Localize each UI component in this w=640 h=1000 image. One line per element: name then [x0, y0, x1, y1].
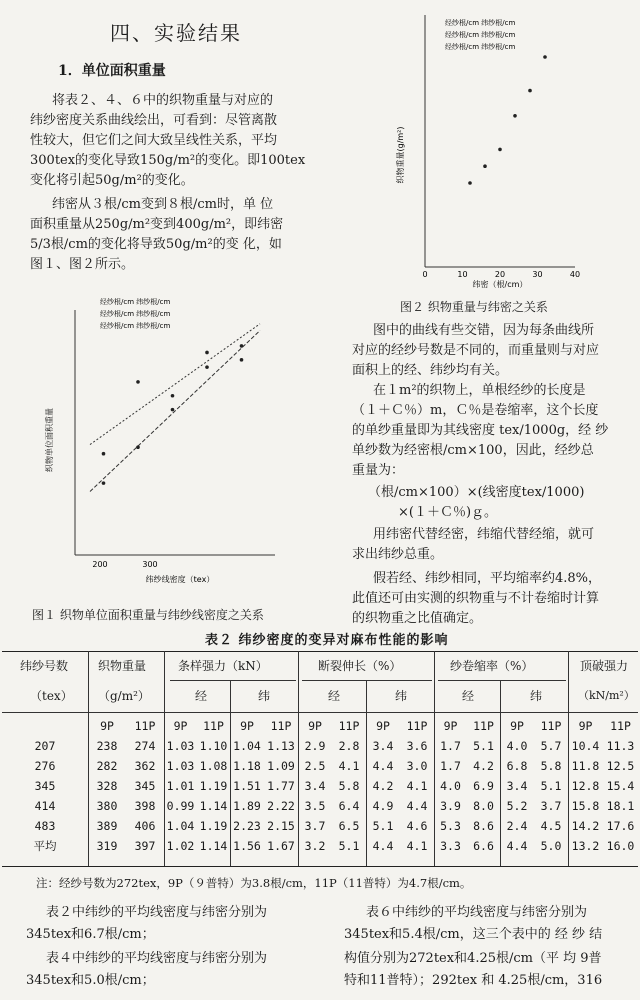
- fig1-legend-item: 经纱根/cm 纬纱根/cm: [100, 310, 171, 318]
- bottom-right-line: 345tex和5.4根/cm，这三个表中的 经 纱 结: [344, 927, 603, 942]
- table-cell: 398: [134, 799, 156, 813]
- fig1-legend-item: 经纱根/cm 纬纱根/cm: [100, 322, 171, 330]
- table-row-label: 207: [34, 739, 56, 753]
- table-header-cell: （g/m²）: [98, 689, 150, 703]
- table-subheader-cell: 9P: [308, 719, 322, 733]
- table-cell: 389: [96, 819, 118, 833]
- right-text-line: 求出纬纱总重。: [352, 547, 444, 562]
- left-text-line: 图１、图２所示。: [30, 257, 135, 272]
- table-cell: 1.14: [199, 799, 228, 813]
- table-cell: 3.4: [304, 779, 326, 793]
- table-cell: 4.4: [406, 799, 428, 813]
- section-title: 四、实验结果: [110, 21, 242, 45]
- fig1-data-point: [102, 452, 106, 456]
- table-cell: 17.6: [606, 819, 635, 833]
- table-cell: 6.4: [338, 799, 360, 813]
- table-row: [2, 736, 638, 756]
- table-rule: [170, 680, 296, 681]
- table-cell: 0.99: [166, 799, 195, 813]
- table-cell: 16.0: [606, 839, 635, 853]
- right-text-line: （根/cm×100）×(线密度tex/1000): [368, 485, 585, 500]
- table-cell: 1.56: [233, 839, 261, 853]
- table-row: [2, 796, 638, 816]
- left-text-line: 变化将引起50g/m²的变化。: [30, 173, 194, 188]
- left-text-line: 面积重量从250g/m²变到400g/m²，即纬密: [30, 217, 284, 232]
- table-cell: 4.0: [440, 779, 461, 793]
- table-header-cell: 纬纱号数: [20, 659, 69, 673]
- table-cell: 3.3: [440, 839, 461, 853]
- table-row-label: 276: [34, 759, 56, 773]
- right-text-line: 假若经、纬纱相同，平均缩率约4.8%，: [373, 571, 602, 586]
- table-header-cell: 经: [195, 689, 208, 703]
- table-cell: 2.5: [304, 759, 326, 773]
- table-cell: 5.1: [372, 819, 394, 833]
- table-cell: 238: [96, 739, 118, 753]
- left-text-line: 纬纱密度关系曲线绘出，可看到：尽管离散: [30, 113, 278, 128]
- table-subheader-cell: 9P: [173, 719, 188, 733]
- fig1-x-tick-label: 300: [142, 560, 158, 569]
- table-cell: 4.6: [406, 819, 428, 833]
- left-text-line: 纬密从３根/cm变到８根/cm时，单 位: [52, 197, 274, 212]
- right-text-line: 面积上的经、纬纱均有关。: [352, 363, 509, 378]
- table-cell: 4.4: [506, 839, 528, 853]
- table-header-cell: 纬: [258, 689, 271, 703]
- table-subheader-cell: 11P: [134, 719, 156, 733]
- table-cell: 1.13: [267, 739, 295, 753]
- table-cell: 406: [134, 819, 156, 833]
- table-header-cell: 断裂伸长（%）: [318, 659, 402, 673]
- table-subheader-cell: 11P: [406, 719, 428, 733]
- right-text-line: 的单纱重量即为其线密度 tex/1000g，经 纱: [352, 423, 609, 438]
- left-text-line: 5/3根/cm的变化将导致50g/m²的变 化，如: [30, 237, 282, 252]
- table-row: [2, 756, 638, 776]
- table-cell: 12.5: [606, 759, 635, 773]
- table-header-cell: 条样强力（kN）: [178, 659, 268, 673]
- table-cell: 1.89: [233, 799, 261, 813]
- table-cell: 345: [134, 779, 156, 793]
- table-cell: 6.6: [473, 839, 494, 853]
- table-cell: 18.1: [606, 799, 635, 813]
- table-cell: 2.22: [267, 799, 295, 813]
- table-cell: 2.23: [233, 819, 261, 833]
- bottom-left-line: 表２中纬纱的平均线密度与纬密分别为: [46, 905, 268, 920]
- table-cell: 1.04: [166, 819, 195, 833]
- table-cell: 5.8: [540, 759, 562, 773]
- right-text-line: ×(１＋Ｃ％)ｇ。: [398, 505, 498, 520]
- bottom-left-line: 表４中纬纱的平均线密度与纬密分别为: [46, 951, 268, 966]
- table-cell: 8.0: [473, 799, 494, 813]
- table-cell: 1.7: [440, 759, 461, 773]
- subsection-title: 1．单位面积重量: [58, 63, 166, 79]
- fig1-data-point: [171, 394, 175, 398]
- fig2-data-point: [483, 164, 487, 168]
- fig1-data-point: [136, 445, 140, 449]
- table-header-cell: 顶破强力: [580, 659, 629, 673]
- table-cell: 6.8: [506, 759, 528, 773]
- table-header-cell: 经: [462, 689, 475, 703]
- fig2-xlabel: 纬密（根/cm）: [472, 280, 528, 289]
- table-cell: 8.6: [473, 819, 494, 833]
- table-cell: 2.9: [304, 739, 326, 753]
- table-cell: 362: [134, 759, 156, 773]
- table-cell: 14.2: [571, 819, 600, 833]
- right-text-line: 对应的经纱号数是不同的，而重量则与对应: [352, 343, 600, 358]
- fig2-legend-item: 经纱根/cm 纬纱根/cm: [445, 31, 516, 39]
- table-cell: 1.19: [199, 819, 228, 833]
- table-cell: 1.19: [199, 779, 228, 793]
- fig1-xlabel: 纬纱线密度（tex）: [145, 575, 215, 584]
- table-cell: 3.2: [304, 839, 326, 853]
- table-cell: 2.4: [506, 819, 528, 833]
- table-cell: 4.1: [338, 759, 360, 773]
- fig1-legend-item: 经纱根/cm 纬纱根/cm: [100, 298, 171, 306]
- table-subheader-cell: 11P: [270, 719, 292, 733]
- table-subheader-cell: 9P: [376, 719, 390, 733]
- fig1-data-point: [240, 344, 244, 348]
- table-subheader-cell: 9P: [240, 719, 254, 733]
- fig1-series-line: [90, 324, 260, 445]
- fig2-legend-item: 经纱根/cm 纬纱根/cm: [445, 19, 516, 27]
- table-bottom-rule: [2, 866, 638, 867]
- table-cell: 4.4: [372, 759, 394, 773]
- table-subheader-cell: 9P: [443, 719, 458, 733]
- left-text-line: 性较大，但它们之间大致呈线性关系，平均: [30, 133, 278, 148]
- table-cell: 1.08: [199, 759, 228, 773]
- fig1-data-point: [205, 351, 209, 355]
- table-subheader-cell: 9P: [100, 719, 114, 733]
- left-text-line: 将表２、４、６中的织物重量与对应的: [52, 93, 274, 108]
- table-cell: 5.3: [440, 819, 461, 833]
- fig1-data-point: [136, 380, 140, 384]
- right-text-line: 在１m²的织物上，单根经纱的长度是: [373, 383, 586, 398]
- table-cell: 397: [134, 839, 156, 853]
- table-cell: 319: [96, 839, 118, 853]
- fig1-caption: 图１ 织物单位面积重量与纬纱线密度之关系: [32, 608, 264, 622]
- table-cell: 1.18: [233, 759, 261, 773]
- fig1-data-point: [205, 365, 209, 369]
- table-header-cell: 纱卷缩率（%）: [450, 659, 534, 673]
- fig2-caption: 图２ 织物重量与纬密之关系: [400, 300, 548, 314]
- table-cell: 5.8: [338, 779, 360, 793]
- table-cell: 13.2: [571, 839, 600, 853]
- table-cell: 1.51: [233, 779, 261, 793]
- right-text-line: （１＋Ｃ％）m，Ｃ％是卷缩率，这个长度: [352, 403, 599, 418]
- table-cell: 2.15: [267, 819, 295, 833]
- table-header-cell: 纬: [395, 689, 408, 703]
- table-cell: 4.5: [540, 819, 562, 833]
- table-cell: 1.10: [199, 739, 228, 753]
- right-text-line: 重量为：: [352, 463, 405, 478]
- table-cell: 1.02: [166, 839, 195, 853]
- table-cell: 6.5: [338, 819, 360, 833]
- table-row-label: 483: [34, 819, 56, 833]
- right-text-line: 此值还可由实测的织物重与不计卷缩时计算: [352, 591, 600, 606]
- table-cell: 15.4: [606, 779, 635, 793]
- table-row: [2, 836, 638, 856]
- table-rule: [302, 680, 432, 681]
- table-note: 注：经纱号数为272tex，9P（９普特）为3.8根/cm，11P（11普特）为4.7根/cm。: [36, 876, 472, 890]
- table-row-label: 414: [34, 799, 56, 813]
- fig2-data-point: [468, 181, 472, 185]
- fig1-ylabel: 织物单位面积重量: [45, 408, 54, 472]
- table-subheader-cell: 11P: [473, 719, 494, 733]
- fig2-data-point: [513, 114, 517, 118]
- bottom-right-line: 构值分别为272tex和4.25根/cm（平 均 9普: [344, 951, 602, 966]
- bottom-right-line: 表６中纬纱的平均线密度与纬密分别为: [366, 905, 588, 920]
- bottom-left-line: 345tex和6.7根/cm；: [26, 927, 155, 942]
- table-cell: 15.8: [571, 799, 600, 813]
- table-cell: 10.4: [571, 739, 600, 753]
- table-cell: 1.03: [166, 739, 195, 753]
- table-cell: 11.8: [571, 759, 600, 773]
- table-cell: 1.7: [440, 739, 461, 753]
- table-cell: 328: [96, 779, 118, 793]
- table-cell: 3.4: [506, 779, 528, 793]
- table-cell: 3.9: [440, 799, 461, 813]
- bottom-left-line: 345tex和5.0根/cm；: [26, 973, 155, 988]
- table-title: 表２ 纬纱密度的变异对麻布性能的影响: [205, 633, 449, 648]
- fig2-ylabel: 织物重量(g/m²): [396, 126, 405, 184]
- table-cell: 3.5: [304, 799, 326, 813]
- fig2-data-point: [543, 55, 547, 59]
- table-cell: 3.0: [406, 759, 428, 773]
- table-cell: 3.4: [372, 739, 394, 753]
- data-table: [2, 716, 638, 856]
- fig2-x-tick-label: 30: [532, 270, 543, 279]
- fig2-x-tick-label: 40: [569, 270, 581, 279]
- fig1-data-point: [102, 481, 106, 485]
- table-cell: 1.01: [166, 779, 195, 793]
- table-subheader-row: [2, 716, 638, 736]
- table-cell: 5.1: [338, 839, 360, 853]
- table-cell: 12.8: [571, 779, 600, 793]
- table-row: [2, 816, 638, 836]
- table-cell: 11.3: [606, 739, 635, 753]
- right-text-line: 的织物重之比值确定。: [352, 611, 483, 626]
- fig2-x-tick-label: 10: [457, 270, 468, 279]
- table-cell: 3.7: [540, 799, 562, 813]
- table-subheader-cell: 11P: [203, 719, 224, 733]
- table-subheader-cell: 11P: [540, 719, 562, 733]
- fig1-data-point: [171, 408, 175, 412]
- table-cell: 1.14: [199, 839, 228, 853]
- table-top-rule: [2, 651, 638, 652]
- table-cell: 5.7: [540, 739, 562, 753]
- table-header-cell: 经: [328, 689, 341, 703]
- table-row-label: 345: [34, 779, 56, 793]
- table-header-cell: 纬: [530, 689, 543, 703]
- bottom-right-line: 特和11普特）；292tex 和 4.25根/cm，316: [344, 973, 603, 988]
- table-cell: 1.03: [166, 759, 195, 773]
- table-cell: 4.4: [372, 839, 394, 853]
- table-cell: 4.9: [372, 799, 394, 813]
- table-cell: 4.0: [506, 739, 528, 753]
- table-cell: 4.2: [473, 759, 494, 773]
- table-header-cell: 织物重量: [98, 659, 147, 673]
- fig2-chart: [395, 5, 595, 295]
- table-subheader-cell: 11P: [610, 719, 631, 733]
- table-cell: 5.1: [473, 739, 494, 753]
- table-cell: 5.2: [506, 799, 528, 813]
- table-cell: 4.1: [406, 779, 428, 793]
- table-cell: 1.09: [267, 759, 295, 773]
- table-subheader-cell: 11P: [338, 719, 360, 733]
- fig1-chart: [40, 290, 290, 590]
- table-rule: [438, 680, 566, 681]
- table-subheader-cell: 9P: [578, 719, 593, 733]
- table-subheader-cell: 9P: [510, 719, 524, 733]
- table-cell: 274: [134, 739, 156, 753]
- fig2-legend-item: 经纱根/cm 纬纱根/cm: [445, 43, 516, 51]
- table-cell: 1.77: [267, 779, 295, 793]
- table-rule: [2, 712, 638, 713]
- table-header-cell: （kN/m²）: [578, 689, 635, 702]
- fig2-x-tick-label: 20: [494, 270, 506, 279]
- table-row: [2, 776, 638, 796]
- table-cell: 4.1: [406, 839, 428, 853]
- table-header-cell: （tex）: [30, 689, 73, 703]
- table-cell: 3.7: [304, 819, 326, 833]
- table-cell: 380: [96, 799, 118, 813]
- right-text-line: 单纱数为经密根/cm×100，因此，经纱总: [352, 443, 594, 458]
- fig1-data-point: [240, 358, 244, 362]
- fig2-x-tick-label: 0: [422, 270, 428, 279]
- table-cell: 5.1: [540, 779, 562, 793]
- table-cell: 6.9: [473, 779, 494, 793]
- table-cell: [2, 716, 88, 736]
- fig2-data-point: [528, 89, 532, 93]
- table-cell: 4.2: [372, 779, 394, 793]
- table-cell: 1.67: [267, 839, 295, 853]
- table-row-label: 平均: [33, 839, 57, 853]
- fig1-series-line: [90, 331, 260, 492]
- table-cell: 282: [96, 759, 118, 773]
- left-text-line: 300tex的变化导致150g/m²的变化。即100tex: [30, 153, 306, 168]
- table-cell: 1.04: [233, 739, 261, 753]
- table-cell: 5.0: [540, 839, 562, 853]
- right-text-line: 图中的曲线有些交错，因为每条曲线所: [373, 323, 595, 338]
- fig2-data-point: [498, 148, 502, 152]
- right-text-line: 用纬密代替经密，纬缩代替经缩，就可: [373, 527, 595, 542]
- table-cell: 3.6: [406, 739, 428, 753]
- fig1-x-tick-label: 200: [92, 560, 108, 569]
- table-cell: 2.8: [338, 739, 360, 753]
